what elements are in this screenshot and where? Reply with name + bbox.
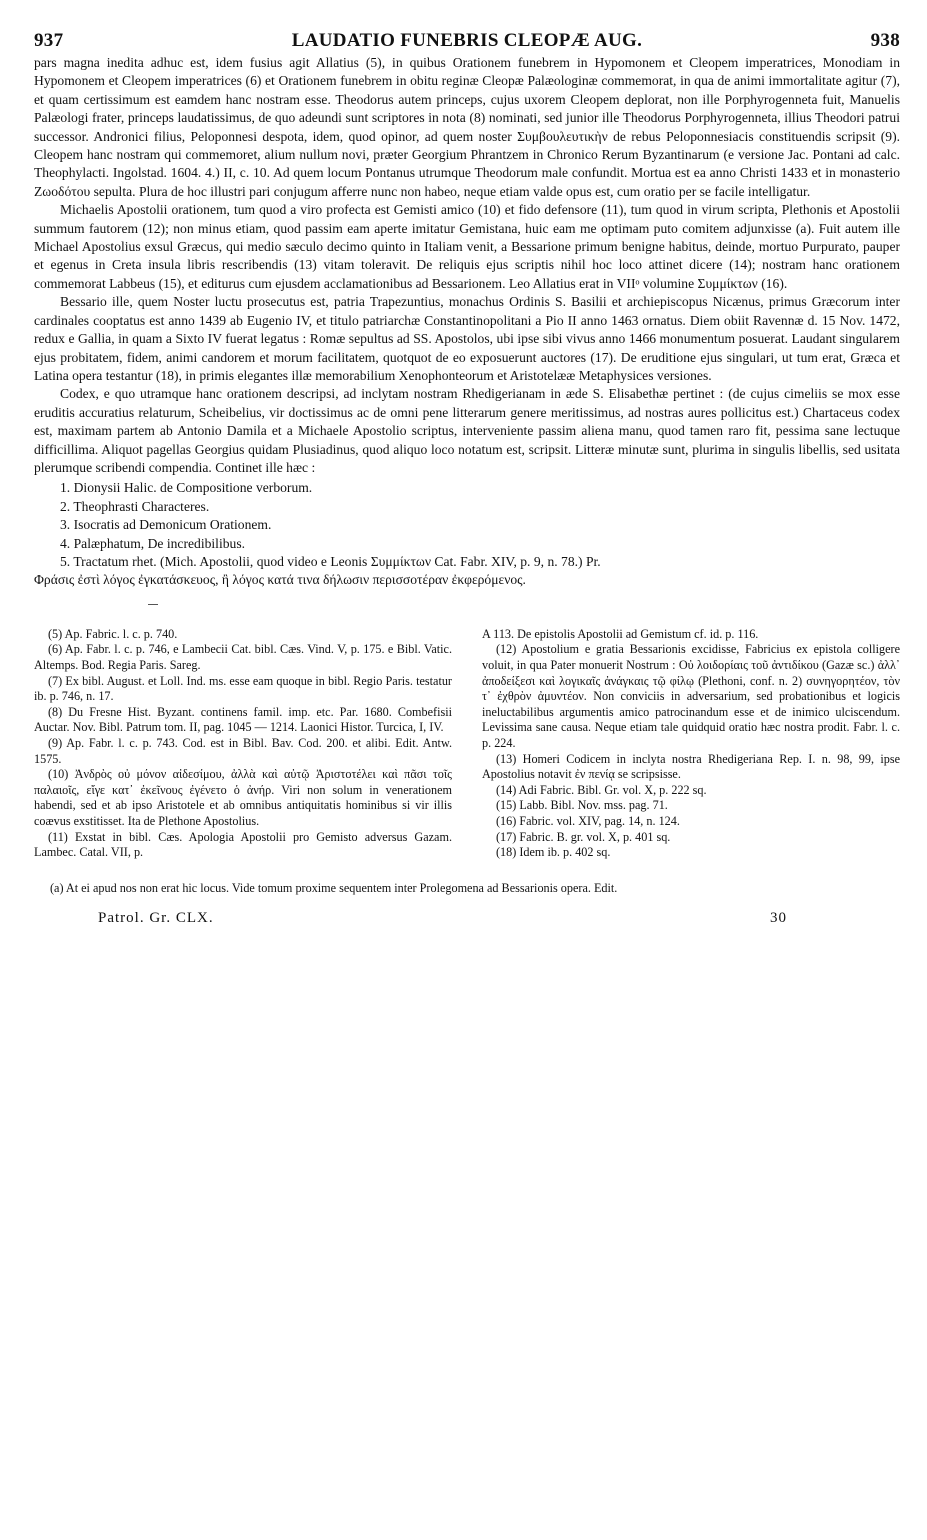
- footnote: (15) Labb. Bibl. Nov. mss. pag. 71.: [496, 798, 668, 813]
- list-item: 4. Palæphatum, De incredibilibus.: [60, 535, 246, 551]
- footnote: (10) Ἀνδρὸς οὐ μόνον αἰδεσίμου, ἀλλὰ καὶ αὐτῷ Ἀριστοτέλει καὶ πᾶσι τοῖς παλαιοῖς, εἴγε κατ᾽ ἐκεῖνους ἐγένετο ὁ ἀνήρ. Viri non solum in venerationem habendi, sed et ab ipso Aristotele et ab omnibus antiquitatis hominibus si vir illis coævus exstitisset. Ita de Plethone Apostolius.: [34, 767, 452, 828]
- signature-left: Patrol. Gr. CLX.: [98, 910, 214, 927]
- footnote: A 113. De epistolis Apostolii ad Gemistum cf. id. p. 116.: [482, 626, 759, 641]
- footnote: (11) Exstat in bibl. Cæs. Apologia Apostolii pro Gemisto adversus Gazam. Lambec. Catal. VII, p.: [34, 829, 452, 860]
- main-text: [34, 54, 900, 590]
- footnote: (13) Homeri Codicem in inclyta nostra Rhedigeriana Rep. I. n. 98, 99, ipse Apostolius notavit ἐν πενίᾳ se scripsisse.: [482, 751, 900, 782]
- footnote: (7) Ex bibl. August. et Loll. Ind. ms. esse eam quoque in bibl. Regio Paris. testatur ib. p. 746, n. 17.: [34, 673, 452, 704]
- footnote: (17) Fabric. B. gr. vol. X, p. 401 sq.: [496, 829, 671, 844]
- footnote: (18) Idem ib. p. 402 sq.: [496, 845, 611, 860]
- page-title: LAUDATIO FUNEBRIS CLEOPÆ AUG.: [291, 30, 643, 51]
- signature-line: [34, 908, 900, 930]
- list-item: 2. Theophrasti Characteres.: [60, 498, 210, 514]
- footnote: (5) Ap. Fabric. l. c. p. 740.: [48, 626, 178, 641]
- footnotes-left-column: [34, 627, 452, 861]
- paragraph: Bessario ille, quem Noster luctu prosecutus est, patria Trapezuntius, monachus Ordinis S. Basilii et archiepiscopus Nicænus, primus Græcorum inter cardinales cooptatus est anno 1439 ab Eugenio IV, et titulo patriarchæ Constantinopolitani a Pio II anno 1463 ornatus. Diem obiit Ravennæ d. 15 Nov. 1472, redux e Gallia, in quam a Sixto IV fuerat legatus : Romæ sepultus ad SS. Apostolos, ubi ipse sibi vivus anno 1466 monumentum posuerat. Laudant singularem ejus probitatem, fidem, animi candorem et morum facilitatem, quotquot de eo exposuerunt auctores (17). De eruditione ejus singulari, ut tum erat, Græca et Latina opera testantur (18), in primis elegantes illæ memorabilium Xenophonteorum et Aristotelææ Metaphysices versiones.: [34, 294, 900, 383]
- footnotes: [34, 627, 900, 861]
- footnotes-right-column: [482, 627, 900, 861]
- footnote: (8) Du Fresne Hist. Byzant. continens famil. imp. etc. Par. 1680. Combefisii Auctar. Nov. Bibl. Patrum tom. II, pag. 1045 — 1214. Laonici Histor. Turcica, I, IV.: [34, 704, 452, 735]
- footnote: (6) Ap. Fabr. l. c. p. 746, e Lambecii Cat. bibl. Cæs. Vind. V, p. 175. e Bibl. Vatic. Altemps. Bod. Regia Paris. Sareg.: [34, 642, 452, 672]
- editor-note: (a) At ei apud nos non erat hic locus. Vide tomum proxime sequentem inter Prolegomena ad Bessarionis opera. Edit.: [50, 880, 618, 895]
- footnote: (14) Adi Fabric. Bibl. Gr. vol. X, p. 222 sq.: [496, 782, 707, 797]
- list-item: 3. Isocratis ad Demonicum Orationem.: [60, 517, 272, 533]
- signature-right: 30: [770, 910, 787, 927]
- footnote: (12) Apostolium e gratia Bessarionis excidisse, Fabricius ex epistola colligere voluit, in qua Pater monuerit Nostrum : Οὐ λοιδορίαις τοῦ ἀντιδίκου (Gazæ sc.) ἀλλ᾽ ἀποδείξεσι καὶ λογικαῖς ἀνάγκαις τῷ φίλῳ (Plethoni, conf. n. 2) συνηγορητέον, τὸν τ᾽ ἐχθρὸν ἀμυντέον. Non conviciis in adversarium, sed probationibus et logicis ineluctabilibus argumentis amico patrocinandum esse et de inimico ulciscendum. Levissima sane causa. Neque etiam tale quidquid oratio hæc nostra prodit. Fabr. l. c. p. 224.: [482, 642, 900, 750]
- footnote: (9) Ap. Fabr. l. c. p. 743. Cod. est in Bibl. Bav. Cod. 200. et alibi. Edit. Antw. 1575.: [34, 735, 452, 766]
- paragraph: pars magna inedita adhuc est, idem fusius agit Allatius (5), in quibus Orationem funebrem in Hypomonem et Cleopem imperatrices, Monodiam in Hypomonem et Cleopem imperatrices (6) et Orationem funebrem in obitu reginæ Cleopæ Palæologinæ commemorat, in qua de animi immortalitate agitur (7), et quam certissimum est eamdem hanc nostram esse. Theodorus autem princeps, cujus uxorem Cleopem deplorat, non ille Porphyrogenneta fuit, Manuelis Palæologi frater, princeps laudatissimus, de quo adeundi sunt scriptores in nota (8) nominati, sed junior ille Theodorus Porphyrogenneta, illius Theodori patrui successor. Andronici filius, Peloponnesi despota, idem, quod opinor, ad quem noster Συμβουλευτικὴν de rebus Peloponnesiacis constituendis scripsit (9). Cleopem hanc nostram qui commemoret, alium nullum novi, præter Georgium Phrantzem in Chronico Rerum Byzantinarum (e versione Jac. Pontani ad calc. Theophylacti. Ingolstad. 1604. 4.) II, c. 10. Ad quem locum Pontanus utrumque Theodorum male confundit. Mortua est ea anno Christi 1433 et in monasterio Ζωοδότου sepulta. Plura de hoc illustri pari conjugum afferre nunc non habeo, neque etiam valde opus est, cum oratio per se facile intelligatur.: [34, 55, 900, 199]
- list-item: 1. Dionysii Halic. de Compositione verborum.: [60, 480, 313, 496]
- greek-incipit: Φράσις ἐστὶ λόγος ἐγκατάσκευος, ἢ λόγος κατά τινα δήλωσιν περισσοτέραν ἐκφερόμενος.: [34, 572, 526, 588]
- list-item: 5. Tractatum rhet. (Mich. Apostolii, quod video e Leonis Συμμίκτων Cat. Fabr. XIV, p. 9, n. 78.) Pr.: [60, 553, 601, 569]
- paragraph: Michaelis Apostolii orationem, tum quod a viro profecta est Gemisti amico (10) et fido defensore (11), tum quod in virum scripta, Plethonis et Apostolii summum fautorem (12); non minus etiam, quod passim eam aperte imitatur Gemistana, huic eam me optimam puto comitem adjunxisse (a). Fuit autem ille Michael Apostolius exsul Græcus, qui medio sæculo decimo quinto in Italiam venit, a Bessarione primum benigne habitus, deinde, mortuo Purpurato, pauper et egenus in Creta insula libris rescribendis (13) vitam toleravit. De reliquis ejus scriptis nihil hoc loco attinet dicere (14); nostram hanc orationem commemorat Labbeus (15), et editurus cum ejusdem acclamationibus ad Bessarionem. Leo Allatius erat in VIIᵒ volumine Συμμίκτων (16).: [34, 202, 900, 291]
- page-number-right: 938: [870, 30, 900, 51]
- divider: [148, 604, 158, 605]
- paragraph: Codex, e quo utramque hanc orationem descripsi, ad inclytam nostram Rhedigerianam in æde S. Elisabethæ pertinet : (de cujus cimeliis se mox esse eruditis accuratius relaturum, Scheibelius, vir doctissimus ac de omni pene litterarum genere meritissimus, ad nostras aures pollicitus est.) Chartaceus codex est, maximam partem ab Antonio Damila et a Michaele Apostolio scriptus, interveniente passim aliena manu, quod tamen raro fit, pessima sane lectuque difficillima. Aliquot pagellas Georgius quidam Plusiadinus, quod aliquo loco notatum est, scripsit. Litteræ minutæ sunt, plurima in singulis libellis, sed usitata plerumque scribendi compendia. Continet ille hæc :: [34, 386, 900, 475]
- codex-contents-list: [34, 479, 900, 589]
- footnote: (16) Fabric. vol. XIV, pag. 14, n. 124.: [496, 813, 680, 828]
- running-header: [34, 26, 900, 54]
- page: [34, 26, 900, 1516]
- page-number-left: 937: [34, 30, 64, 51]
